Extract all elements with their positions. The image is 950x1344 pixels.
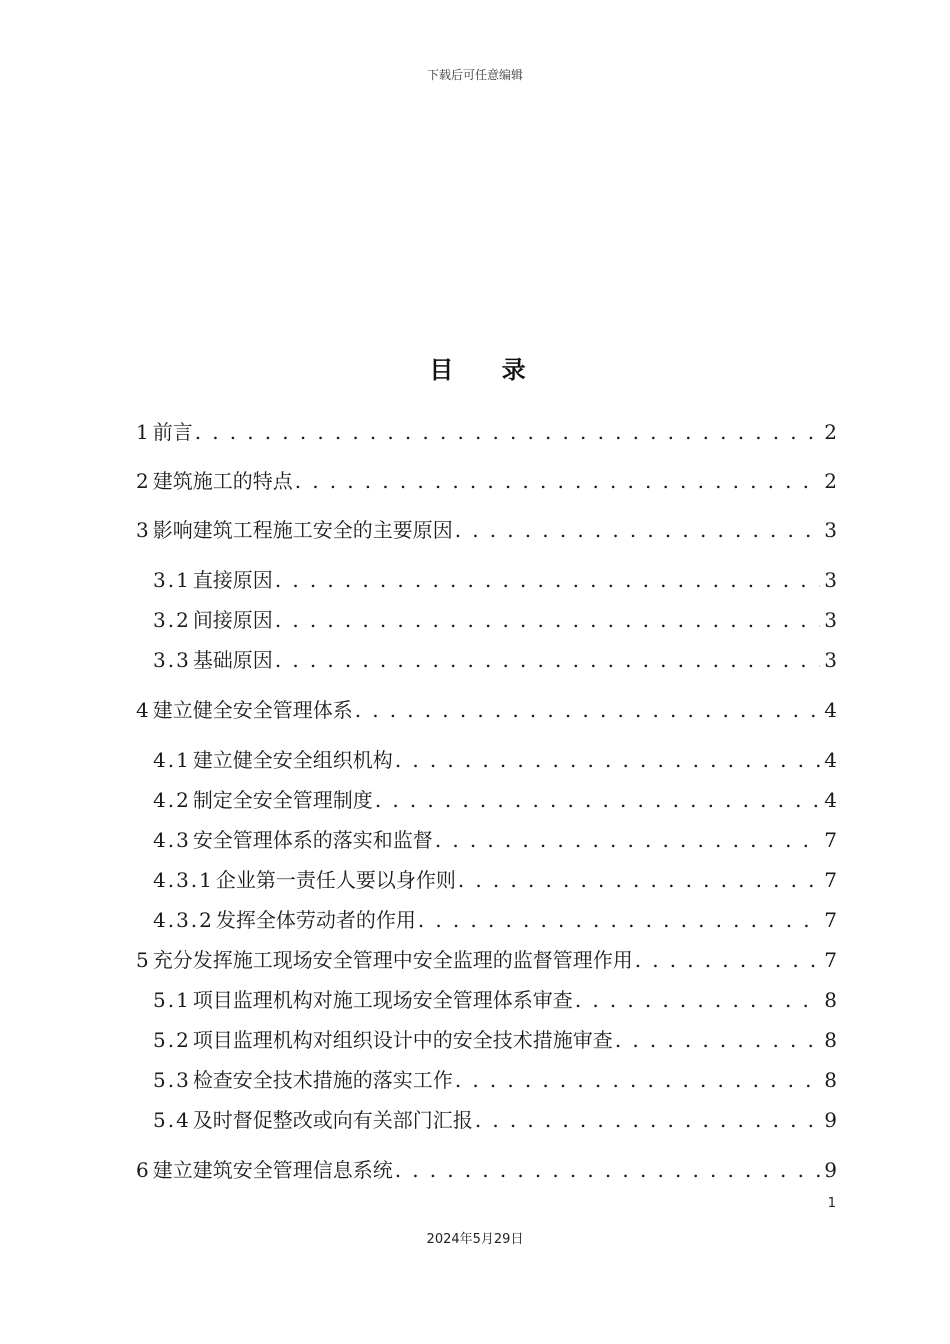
toc-entry[interactable] bbox=[153, 606, 837, 634]
toc-dot-leader bbox=[275, 646, 820, 674]
toc-entry-page: 9 bbox=[824, 1108, 837, 1132]
toc-entry-label: 充分发挥施工现场安全管理中安全监理的监督管理作用 bbox=[152, 948, 633, 972]
toc-dot-leader bbox=[375, 786, 820, 814]
toc-dot-leader bbox=[418, 906, 820, 934]
toc-dot-leader bbox=[295, 467, 821, 495]
footer-date: 2024年5月29日 bbox=[426, 1232, 524, 1247]
toc-entry-page: 7 bbox=[824, 868, 837, 892]
toc-entry[interactable] bbox=[153, 906, 837, 934]
toc-entry[interactable] bbox=[136, 467, 837, 495]
toc-entry[interactable] bbox=[153, 1026, 837, 1054]
toc-dot-leader bbox=[475, 1106, 820, 1134]
toc-dot-leader bbox=[575, 986, 820, 1014]
toc-dot-leader bbox=[395, 1156, 821, 1184]
toc-entry-page: 2 bbox=[824, 420, 837, 444]
toc-entry[interactable] bbox=[136, 696, 837, 724]
toc-entry[interactable] bbox=[153, 1106, 837, 1134]
toc-entry-number: 2 bbox=[136, 469, 151, 493]
toc-entry-label: 检查安全技术措施的落实工作 bbox=[192, 1068, 453, 1092]
toc-entry[interactable] bbox=[153, 986, 837, 1014]
toc-entry-label: 基础原因 bbox=[192, 648, 273, 672]
toc-entry-number: 3 bbox=[136, 518, 151, 542]
toc-entry-number: 5.3 bbox=[153, 1068, 191, 1092]
toc-entry-page: 7 bbox=[824, 948, 837, 972]
toc-entry-label: 影响建筑工程施工安全的主要原因 bbox=[152, 518, 453, 542]
toc-entry-page: 4 bbox=[824, 748, 837, 772]
toc-entry-page: 7 bbox=[824, 908, 837, 932]
toc-entry-number: 4 bbox=[136, 698, 151, 722]
toc-dot-leader bbox=[275, 566, 820, 594]
toc-entry-label: 发挥全体劳动者的作用 bbox=[215, 908, 416, 932]
toc-entry-label: 及时督促整改或向有关部门汇报 bbox=[192, 1108, 473, 1132]
toc-entry-number: 1 bbox=[136, 420, 151, 444]
toc-entry[interactable] bbox=[136, 418, 837, 446]
toc-title: 目 录 bbox=[429, 356, 546, 384]
toc-entry[interactable] bbox=[136, 946, 837, 974]
toc-entry-number: 5.1 bbox=[153, 988, 191, 1012]
toc-dot-leader bbox=[195, 418, 821, 446]
toc-entry-page: 8 bbox=[824, 1068, 837, 1092]
toc-dot-leader bbox=[458, 866, 820, 894]
toc-entry-number: 3.2 bbox=[153, 608, 191, 632]
toc-entry-label: 制定全安全管理制度 bbox=[192, 788, 373, 812]
toc-entry-page: 4 bbox=[824, 698, 837, 722]
toc-dot-leader bbox=[615, 1026, 820, 1054]
toc-entry[interactable] bbox=[153, 646, 837, 674]
toc-dot-leader bbox=[435, 826, 820, 854]
toc-entry[interactable] bbox=[153, 746, 837, 774]
toc-entry-page: 8 bbox=[824, 1028, 837, 1052]
toc-dot-leader bbox=[355, 696, 821, 724]
toc-entry-number: 3.1 bbox=[153, 568, 191, 592]
toc-entry-number: 4.3 bbox=[153, 828, 191, 852]
toc-entry-label: 项目监理机构对施工现场安全管理体系审查 bbox=[192, 988, 573, 1012]
toc-entry-label: 建立建筑安全管理信息系统 bbox=[152, 1158, 393, 1182]
toc-dot-leader bbox=[455, 516, 821, 544]
toc-entry-label: 建筑施工的特点 bbox=[152, 469, 293, 493]
toc-entry[interactable] bbox=[153, 1066, 837, 1094]
toc-entry-label: 建立健全安全管理体系 bbox=[152, 698, 353, 722]
toc-entry-label: 项目监理机构对组织设计中的安全技术措施审查 bbox=[192, 1028, 613, 1052]
toc-entry-number: 4.1 bbox=[153, 748, 191, 772]
toc-entry-label: 前言 bbox=[152, 420, 193, 444]
toc-entry-page: 4 bbox=[824, 788, 837, 812]
toc-dot-leader bbox=[395, 746, 820, 774]
toc-entry[interactable] bbox=[153, 786, 837, 814]
toc-entry-page: 3 bbox=[824, 518, 837, 542]
toc-entry[interactable] bbox=[153, 866, 837, 894]
toc-entry-number: 4.3.2 bbox=[153, 908, 214, 932]
toc-entry[interactable] bbox=[153, 566, 837, 594]
toc-entry-page: 7 bbox=[824, 828, 837, 852]
toc-entry-label: 间接原因 bbox=[192, 608, 273, 632]
toc-entry-label: 建立健全安全组织机构 bbox=[192, 748, 393, 772]
toc-entry-page: 3 bbox=[824, 568, 837, 592]
toc-entry-page: 2 bbox=[824, 469, 837, 493]
toc-dot-leader bbox=[635, 946, 821, 974]
toc-entry-number: 6 bbox=[136, 1158, 151, 1182]
toc-entry-number: 5.4 bbox=[153, 1108, 191, 1132]
toc-entry-number: 5.2 bbox=[153, 1028, 191, 1052]
toc-entry-label: 安全管理体系的落实和监督 bbox=[192, 828, 433, 852]
toc-dot-leader bbox=[275, 606, 820, 634]
toc-entry-page: 3 bbox=[824, 648, 837, 672]
toc-entry-label: 直接原因 bbox=[192, 568, 273, 592]
toc-entry-page: 3 bbox=[824, 608, 837, 632]
toc-entry[interactable] bbox=[153, 826, 837, 854]
page-number: 1 bbox=[827, 1196, 836, 1211]
toc-entry-label: 企业第一责任人要以身作则 bbox=[215, 868, 456, 892]
toc-entry-page: 8 bbox=[824, 988, 837, 1012]
toc-entry[interactable] bbox=[136, 516, 837, 544]
header-note: 下载后可任意编辑 bbox=[426, 68, 523, 82]
toc-dot-leader bbox=[455, 1066, 820, 1094]
toc-entry-number: 3.3 bbox=[153, 648, 191, 672]
toc-entry-number: 4.3.1 bbox=[153, 868, 214, 892]
toc-entry[interactable] bbox=[136, 1156, 837, 1184]
toc-entry-page: 9 bbox=[824, 1158, 837, 1182]
toc-entry-number: 5 bbox=[136, 948, 151, 972]
toc-entry-number: 4.2 bbox=[153, 788, 191, 812]
